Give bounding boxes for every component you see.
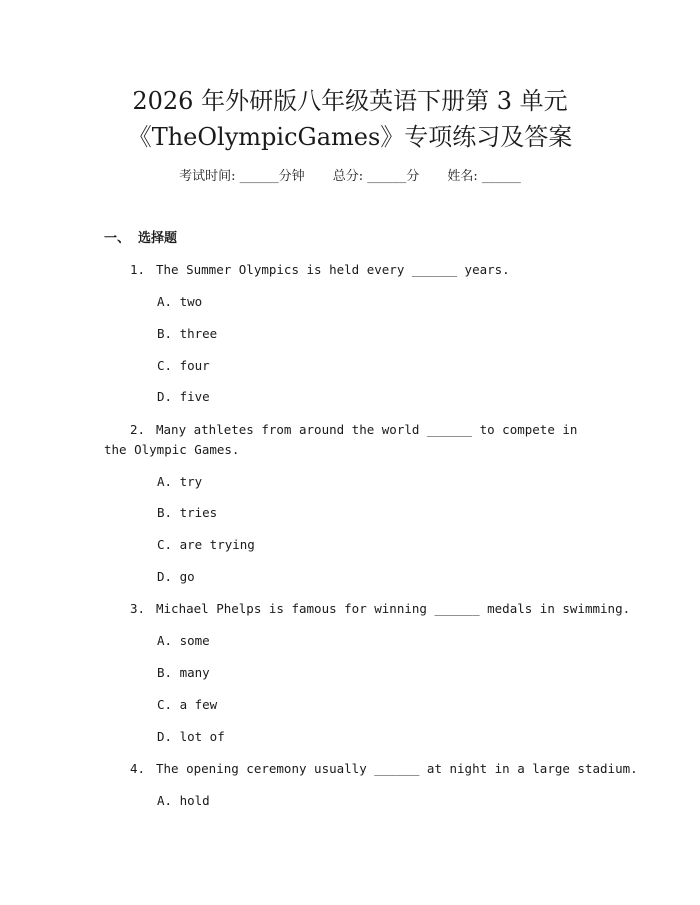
question-4 [104,759,638,779]
question-number: 3. [130,601,146,616]
question-1-option-d: D. five [157,389,210,404]
question-number: 2. [130,422,146,437]
section-title: 选择题 [138,231,178,246]
document-title-line-1: 2026 年外研版八年级英语下册第 3 单元 [132,87,568,115]
exam-time-field: 考试时间: ______分钟 [179,169,305,184]
question-2-option-c: C. are trying [157,537,255,552]
section-heading [104,230,177,248]
question-3-option-d: D. lot of [157,729,225,744]
question-1 [104,260,510,280]
question-3-option-b: B. many [157,665,210,680]
question-number: 4. [130,761,146,776]
question-4-option-a: A. hold [157,793,210,808]
question-text: The opening ceremony usually ______ at night in a large stadium. [156,761,638,776]
question-number: 1. [130,262,146,277]
document-title-line-2: 《TheOlympicGames》专项练习及答案 [127,123,573,151]
section-number: 一、 [104,231,131,246]
question-2 [104,420,594,460]
question-1-option-c: C. four [157,358,210,373]
question-1-option-b: B. three [157,326,218,341]
question-2-option-a: A. try [157,474,203,489]
question-text: Michael Phelps is famous for winning ______ medals in swimming. [156,601,631,616]
exam-info-row [0,168,700,186]
question-text: Many athletes from around the world ______ to compete in the Olympic Games. [104,422,578,457]
question-2-option-b: B. tries [157,505,218,520]
total-score-field: 总分: ______分 [332,169,420,184]
question-3-option-c: C. a few [157,697,218,712]
student-name-field: 姓名: ______ [447,169,521,184]
question-3-option-a: A. some [157,633,210,648]
question-3 [104,599,630,619]
question-text: The Summer Olympics is held every ______ years. [156,262,510,277]
question-1-option-a: A. two [157,294,203,309]
question-2-option-d: D. go [157,569,195,584]
